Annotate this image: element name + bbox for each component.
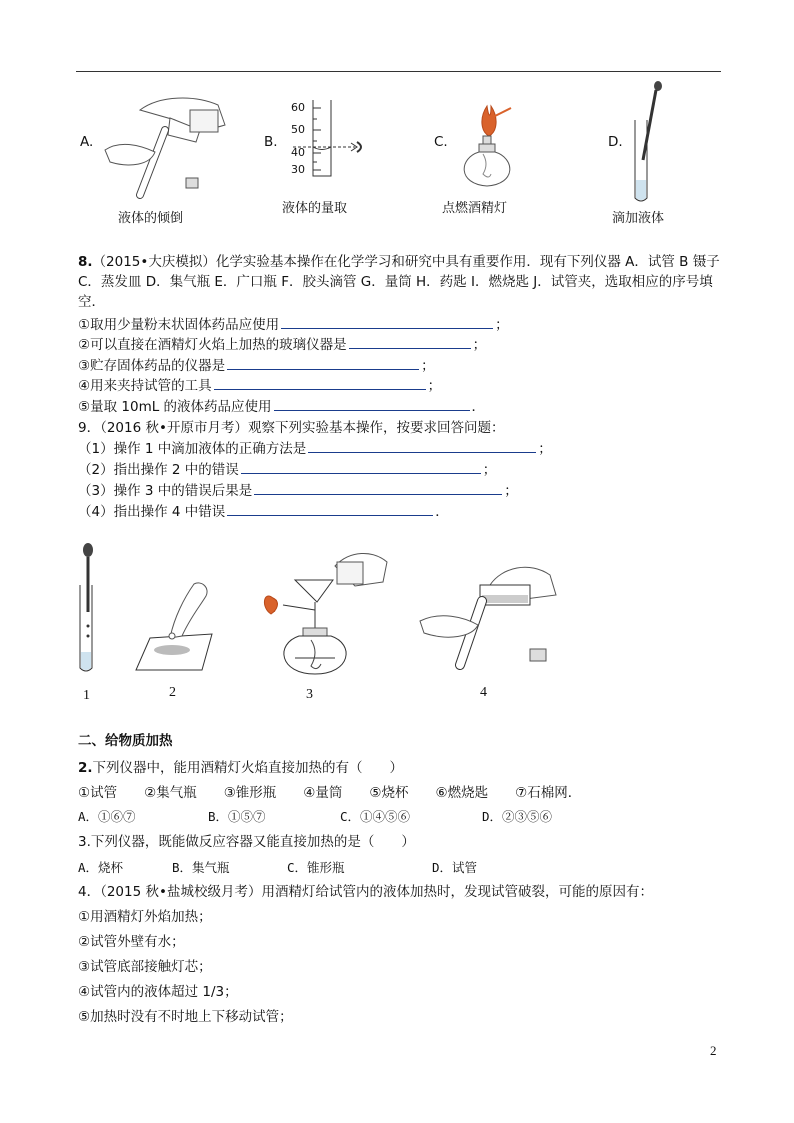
figure-b-caption: 液体的量取 xyxy=(282,201,348,216)
q8-item-2-end: ； xyxy=(472,337,487,353)
q3-option-c[interactable]: C．锥形瓶 xyxy=(287,860,345,875)
figure-c-letter: C. xyxy=(434,134,448,150)
q2-option-a[interactable]: A．①⑥⑦ xyxy=(78,809,136,824)
q9-item-3-text: （3）操作 3 中的错误后果是 xyxy=(78,483,253,499)
q8-item-5-end: ． xyxy=(471,399,486,415)
q3-stem-text: 下列仪器，既能做反应容器又能直接加热的是（ ） xyxy=(90,834,415,850)
q8-item-3-end: ； xyxy=(421,358,435,374)
scale-50: 50 xyxy=(291,123,305,136)
q8-item-1-end: ； xyxy=(495,317,509,333)
q9-item-3-end: ； xyxy=(504,483,518,499)
figure-b-letter: B. xyxy=(264,134,278,150)
q8-line1 xyxy=(78,253,720,271)
answer-blank[interactable] xyxy=(227,357,419,370)
q8-item-2 xyxy=(78,336,486,354)
q3-stem xyxy=(78,833,415,851)
answer-blank[interactable] xyxy=(308,440,536,453)
q8-item-1-text: ①取用少量粉末状固体药品应使用 xyxy=(78,317,280,333)
q8-item-4-end: ； xyxy=(427,378,442,394)
q9-item-2 xyxy=(78,461,496,479)
answer-blank[interactable] xyxy=(349,336,471,349)
operation-1-number: 1 xyxy=(83,688,90,703)
operation-3-figure xyxy=(255,540,390,678)
q2-number: 2. xyxy=(78,760,93,776)
header-rule xyxy=(76,71,721,72)
section-title: 二、给物质加热 xyxy=(78,733,173,749)
answer-blank[interactable] xyxy=(214,377,426,390)
q4-item-1: ①用酒精灯外焰加热； xyxy=(78,909,212,925)
operation-4-figure xyxy=(420,545,565,675)
pour-liquid-figure xyxy=(100,90,240,200)
operation-1-figure xyxy=(70,540,110,680)
scale-30: 30 xyxy=(291,163,305,176)
q8-item-5 xyxy=(78,398,485,416)
q8-item-5-text: ⑤量取 10mL 的液体药品应使用 xyxy=(78,399,272,415)
q8-line3: 空． xyxy=(78,294,105,310)
q3-number: 3. xyxy=(78,834,91,850)
q9-item-1 xyxy=(78,440,552,458)
q4-item-3: ③试管底部接触灯芯； xyxy=(78,959,212,975)
q2-option-c[interactable]: C．①④⑤⑥ xyxy=(340,809,411,824)
operation-2-figure xyxy=(130,578,220,674)
q3-option-b[interactable]: B．集气瓶 xyxy=(172,860,230,875)
q9-item-1-text: （1）操作 1 中滴加液体的正确方法是 xyxy=(78,441,307,457)
operation-2-number: 2 xyxy=(169,685,176,700)
q8-item-4-text: ④用来夹持试管的工具 xyxy=(78,378,212,394)
q8-line2: C．蒸发皿 D．集气瓶 E．广口瓶 F．胶头滴管 G．量筒 H．药匙 I．燃烧匙 J．试管夹，选取相应的序号填 xyxy=(78,274,713,290)
q9-item-1-end: ； xyxy=(538,441,552,457)
q2-stem xyxy=(78,759,403,777)
figure-a-letter: A. xyxy=(80,134,94,150)
alcohol-lamp-figure xyxy=(455,98,545,190)
answer-blank[interactable] xyxy=(274,398,470,411)
q8-item-3-text: ③贮存固体药品的仪器是 xyxy=(78,358,226,374)
answer-blank[interactable] xyxy=(254,482,502,495)
page-number: 2 xyxy=(710,1043,717,1058)
q4-stem: 4．（2015 秋•盐城校级月考）用酒精灯给试管内的液体加热时，发现试管破裂，可能的原因有： xyxy=(78,884,653,900)
operation-3-number: 3 xyxy=(306,687,313,702)
q9-item-4-end: ． xyxy=(435,504,449,520)
q3-option-d[interactable]: D．试管 xyxy=(432,860,478,875)
answer-blank[interactable] xyxy=(241,461,481,474)
figure-c-caption: 点燃酒精灯 xyxy=(442,201,508,216)
q9-item-4-text: （4）指出操作 4 中错误 xyxy=(78,504,226,520)
q8-number: 8. xyxy=(78,254,93,270)
q8-item-2-text: ②可以直接在酒精灯火焰上加热的玻璃仪器是 xyxy=(78,337,347,353)
operation-4-number: 4 xyxy=(480,685,487,700)
figure-a-caption: 液体的倾倒 xyxy=(118,211,184,226)
q9-item-4 xyxy=(78,503,449,521)
q2-stem-text: 下列仪器中，能用酒精灯火焰直接加热的有（ ） xyxy=(92,760,404,776)
q3-option-a[interactable]: A．烧杯 xyxy=(78,860,124,875)
q8-item-1 xyxy=(78,316,509,334)
q8-item-3 xyxy=(78,357,435,375)
scale-60: 60 xyxy=(291,101,305,114)
answer-blank[interactable] xyxy=(227,503,433,516)
q2-option-d[interactable]: D．②③⑤⑥ xyxy=(482,809,553,824)
scale-40: 40 xyxy=(291,146,305,159)
q2-items: ①试管 ②集气瓶 ③锥形瓶 ④量筒 ⑤烧杯 ⑥燃烧匙 ⑦石棉网． xyxy=(78,785,582,801)
dropper-test-tube-figure xyxy=(625,80,670,205)
q8-stem: （2015•大庆模拟）化学实验基本操作在化学学习和研究中具有重要作用．现有下列仪器 A．试管 B 镊子 xyxy=(92,254,720,270)
figure-d-letter: D. xyxy=(608,134,623,150)
q2-option-b[interactable]: B．①⑤⑦ xyxy=(208,809,266,824)
q4-item-4: ④试管内的液体超过 1/3； xyxy=(78,984,238,1000)
q9-item-3 xyxy=(78,482,518,500)
q9-line1: 9．（2016 秋•开原市月考）观察下列实验基本操作，按要求回答问题： xyxy=(78,420,505,436)
q8-item-4 xyxy=(78,377,441,395)
q4-item-5: ⑤加热时没有不时地上下移动试管； xyxy=(78,1009,293,1025)
q9-item-2-end: ； xyxy=(482,462,497,478)
q9-item-2-text: （2）指出操作 2 中的错误 xyxy=(78,462,239,478)
answer-blank[interactable] xyxy=(281,316,493,329)
q4-item-2: ②试管外壁有水； xyxy=(78,934,185,950)
figure-d-caption: 滴加液体 xyxy=(612,211,665,226)
